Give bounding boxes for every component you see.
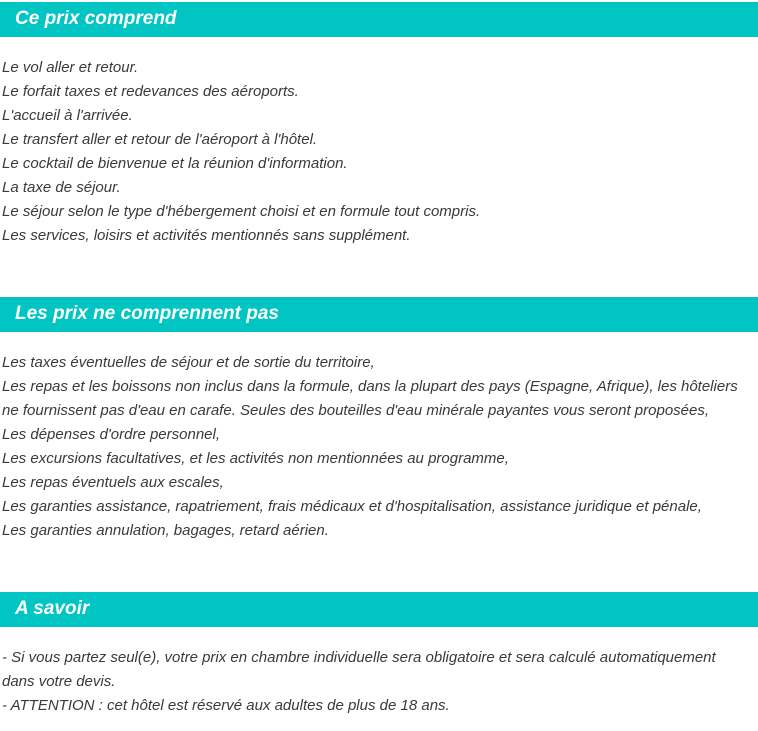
- text-line: L'accueil à l'arrivée.: [2, 107, 133, 124]
- section-body-price-excludes: [0, 332, 758, 543]
- text-line: Le forfait taxes et redevances des aéroports.: [2, 83, 299, 100]
- text-line: Le séjour selon le type d'hébergement choisi et en formule tout compris.: [2, 203, 481, 220]
- section-good-to-know: [0, 592, 758, 718]
- section-body-price-includes: [0, 37, 758, 248]
- section-body-good-to-know: [0, 627, 758, 718]
- section-header-price-includes: [0, 2, 758, 37]
- section-title: Ce prix comprend: [15, 8, 177, 29]
- text-line: Les services, loisirs et activités mentionnés sans supplément.: [2, 227, 411, 244]
- text-line: Le cocktail de bienvenue et la réunion d'information.: [2, 155, 348, 172]
- section-header-price-excludes: [0, 297, 758, 332]
- text-line: - Si vous partez seul(e), votre prix en chambre individuelle sera obligatoire et sera calculé automatiquement dans votre devis.: [2, 649, 716, 690]
- section-title: Les prix ne comprennent pas: [15, 303, 279, 324]
- section-price-excludes: [0, 297, 758, 543]
- text-line: Le vol aller et retour.: [2, 59, 139, 76]
- text-line: Les garanties annulation, bagages, retard aérien.: [2, 522, 329, 539]
- section-header-good-to-know: [0, 592, 758, 627]
- text-line: Les repas et les boissons non inclus dans la formule, dans la plupart des pays (Espagne, Afrique), les hôteliers ne fournissent pas d'eau en carafe. Seules des bouteilles d'eau minérale payantes vous seront proposées,: [2, 378, 738, 419]
- text-line: Les garanties assistance, rapatriement, frais médicaux et d'hospitalisation, assistance juridique et pénale,: [2, 498, 702, 515]
- section-title: A savoir: [15, 598, 90, 619]
- text-line: Les dépenses d'ordre personnel,: [2, 426, 221, 443]
- text-line: Les repas éventuels aux escales,: [2, 474, 224, 491]
- text-line: Les excursions facultatives, et les activités non mentionnées au programme,: [2, 450, 509, 467]
- text-line: La taxe de séjour.: [2, 179, 121, 196]
- text-line: Le transfert aller et retour de l'aéroport à l'hôtel.: [2, 131, 318, 148]
- text-line: - ATTENTION : cet hôtel est réservé aux adultes de plus de 18 ans.: [2, 697, 450, 714]
- text-line: Les taxes éventuelles de séjour et de sortie du territoire,: [2, 354, 375, 371]
- section-price-includes: [0, 2, 758, 248]
